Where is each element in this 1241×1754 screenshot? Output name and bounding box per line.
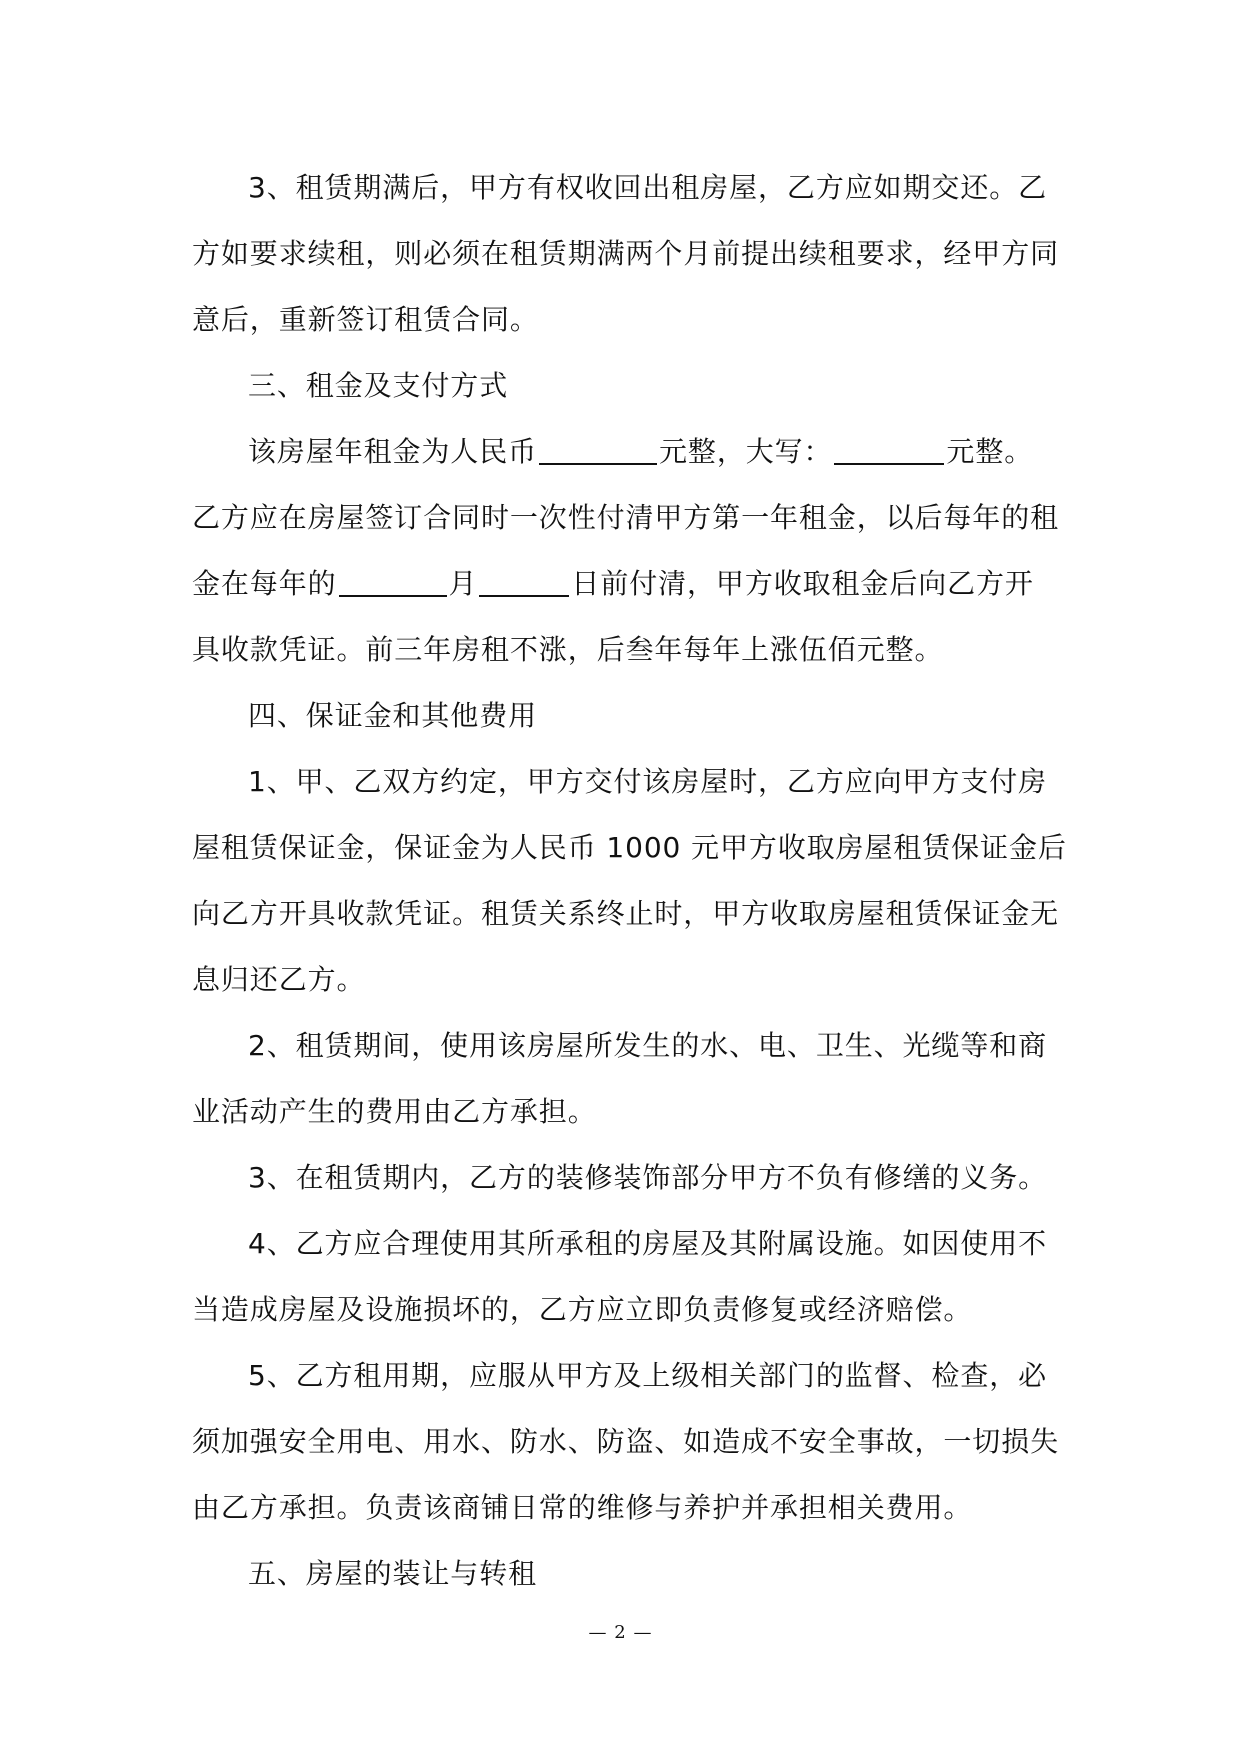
text-fragment: 月 [448,567,478,600]
text-line: 具收款凭证。前三年房租不涨，后叁年每年上涨伍佰元整。 [192,633,944,666]
text-line: 方如要求续租，则必须在租赁期满两个月前提出续租要求，经甲方同 [192,237,1060,270]
text-line: 1、甲、乙双方约定，甲方交付该房屋时，乙方应向甲方支付房 [248,765,1048,798]
text-line: 屋租赁保证金，保证金为人民币 1000 元甲方收取房屋租赁保证金后 [192,831,1067,864]
text-line: 息归还乙方。 [192,963,366,996]
document-body [192,155,1067,1607]
text-fragment: 日前付清，甲方收取租金后向乙方开 [571,567,1034,600]
section-heading: 五、房屋的装让与转租 [248,1557,538,1590]
text-line: 业活动产生的费用由乙方承担。 [192,1095,597,1128]
fill-in-blank [539,435,657,465]
text-line: 由乙方承担。负责该商铺日常的维修与养护并承担相关费用。 [192,1491,973,1524]
text-line: 须加强安全用电、用水、防水、防盗、如造成不安全事故，一切损失 [192,1425,1060,1458]
fill-in-blank [834,435,944,465]
fill-in-blank [339,567,447,597]
text-line: 2、租赁期间，使用该房屋所发生的水、电、卫生、光缆等和商 [248,1029,1048,1062]
text-fragment: 元整，大写： [659,435,833,468]
text-fragment: 金在每年的 [192,567,337,600]
text-line: 向乙方开具收款凭证。租赁关系终止时，甲方收取房屋租赁保证金无 [192,897,1060,930]
text-line [192,419,1052,485]
text-line: 3、租赁期满后，甲方有权收回出租房屋，乙方应如期交还。乙 [248,171,1048,204]
text-line: 意后，重新签订租赁合同。 [192,303,539,336]
page-number: — 2 — [588,1622,653,1643]
text-line: 3、在租赁期内，乙方的装修装饰部分甲方不负有修缮的义务。 [248,1161,1048,1194]
text-line [192,551,1052,617]
text-fragment: 元整。 [946,435,1034,468]
text-line: 当造成房屋及设施损坏的，乙方应立即负责修复或经济赔偿。 [192,1293,973,1326]
fill-in-blank [479,567,569,597]
section-heading: 四、保证金和其他费用 [248,699,538,732]
text-line: 5、乙方租用期，应服从甲方及上级相关部门的监督、检查，必 [248,1359,1048,1392]
section-heading: 三、租金及支付方式 [248,369,509,402]
text-line: 乙方应在房屋签订合同时一次性付清甲方第一年租金，以后每年的租 [192,501,1060,534]
text-fragment: 该房屋年租金为人民币 [248,435,538,468]
text-line: 4、乙方应合理使用其所承租的房屋及其附属设施。如因使用不 [248,1227,1048,1260]
